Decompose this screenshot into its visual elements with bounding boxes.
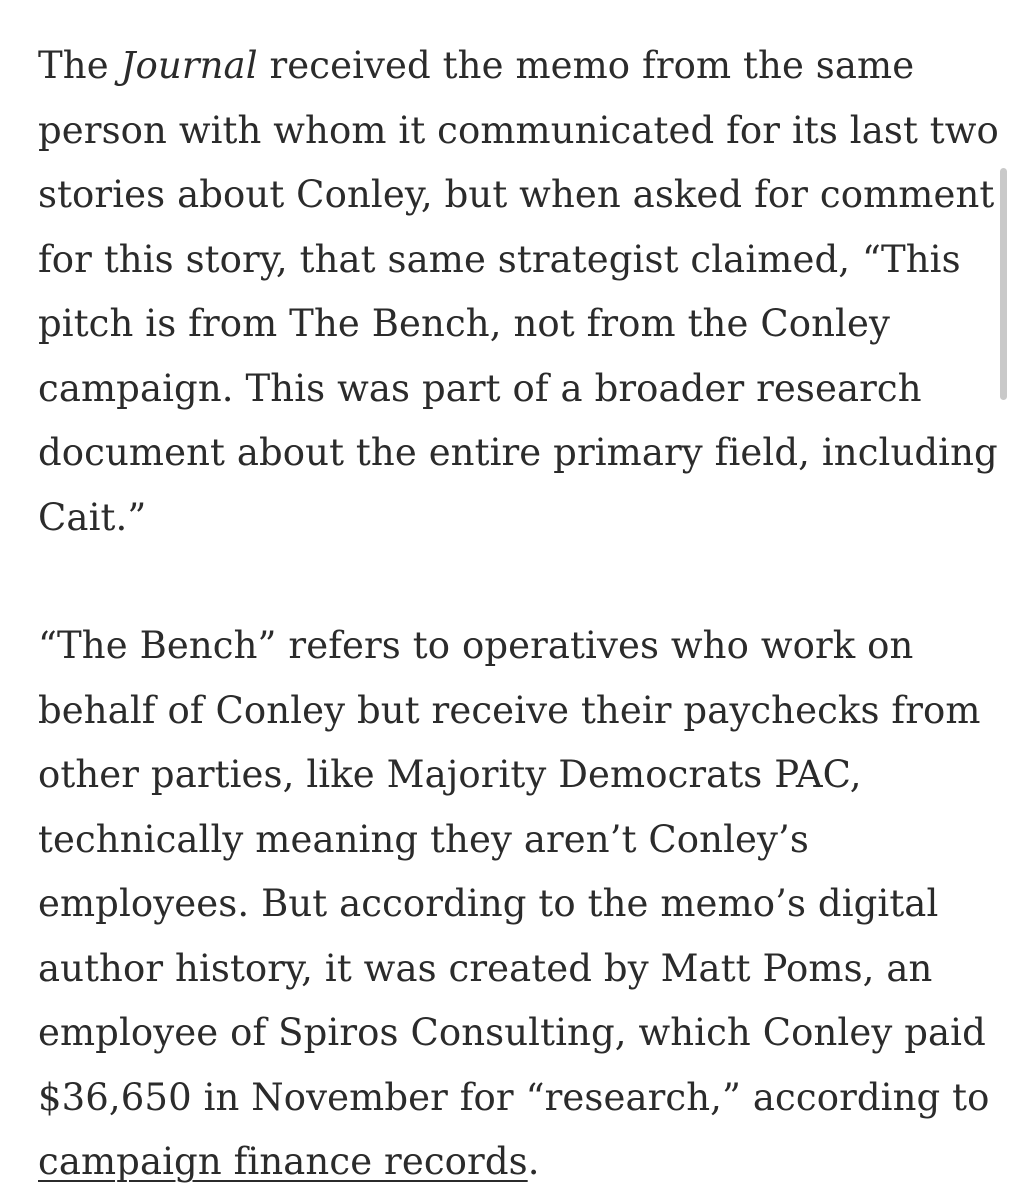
text-line: campaign. This was part of a broader research bbox=[38, 366, 922, 410]
text-line: “The Bench” refers to operatives who work on bbox=[38, 624, 914, 667]
scrollbar-thumb[interactable] bbox=[1000, 168, 1007, 400]
text-line bbox=[38, 1130, 988, 1195]
text-line: $36,650 in November for “research,” according to bbox=[38, 1075, 990, 1119]
paragraph-2 bbox=[38, 614, 988, 1195]
text-segment: received the memo from the same bbox=[257, 44, 915, 87]
text-line: for this story, that same strategist claimed, “This bbox=[38, 237, 961, 281]
text-segment: The bbox=[38, 44, 121, 87]
text-line: behalf of Conley but receive their paychecks from bbox=[38, 688, 981, 732]
text-line: Cait.” bbox=[38, 495, 147, 539]
text-line: other parties, like Majority Democrats PAC, bbox=[38, 753, 862, 796]
text-line: author history, it was created by Matt Poms, an bbox=[38, 946, 933, 990]
text-line: technically meaning they aren’t Conley’s bbox=[38, 817, 809, 861]
text-line: pitch is from The Bench, not from the Conley bbox=[38, 302, 890, 345]
paragraph-spacer bbox=[38, 550, 988, 614]
text-line: person with whom it communicated for its last two bbox=[38, 108, 999, 152]
paragraph-1 bbox=[38, 34, 999, 550]
text-line: employee of Spiros Consulting, which Conley paid bbox=[38, 1011, 986, 1054]
text-segment: . bbox=[527, 1140, 540, 1183]
campaign-finance-records-link[interactable]: campaign finance records bbox=[38, 1140, 528, 1183]
article-body bbox=[38, 34, 999, 1195]
text-line: employees. But according to the memo’s digital bbox=[38, 882, 939, 925]
text-line: document about the entire primary field, including bbox=[38, 431, 998, 474]
text-line: stories about Conley, but when asked for comment bbox=[38, 173, 995, 216]
text-line bbox=[38, 34, 988, 99]
publication-name: Journal bbox=[120, 44, 258, 87]
